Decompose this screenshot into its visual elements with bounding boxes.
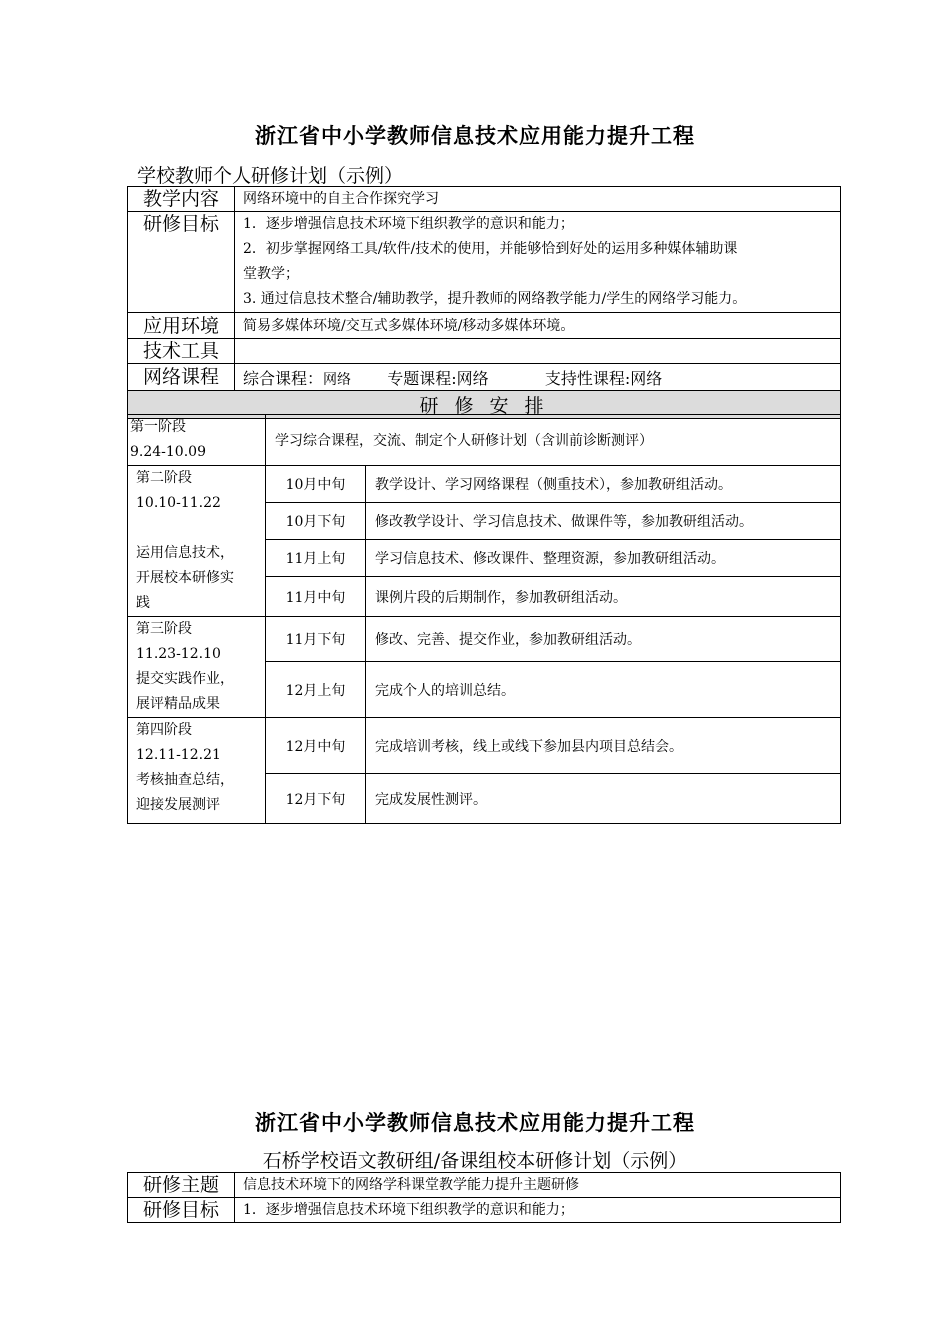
goal-line: 1．逐步增强信息技术环境下组织教学的意识和能力； bbox=[243, 216, 574, 232]
comp-course-value: 网络 bbox=[323, 371, 352, 388]
env-label: 应用环境 bbox=[128, 313, 235, 339]
schedule-row bbox=[128, 466, 841, 503]
content-value: 网络环境中的自主合作探究学习 bbox=[235, 187, 841, 212]
schedule-time: 10月下旬 bbox=[266, 503, 366, 540]
stage1-name: 第一阶段 bbox=[130, 419, 186, 435]
topic-label: 研修主题 bbox=[128, 1173, 235, 1198]
stage3-cell bbox=[128, 617, 266, 718]
support-course-label: 支持性课程: bbox=[544, 368, 631, 388]
schedule-time: 12月下旬 bbox=[266, 774, 366, 824]
schedule-row bbox=[128, 617, 841, 662]
stage2-desc: 践 bbox=[136, 595, 150, 611]
schedule-time: 10月中旬 bbox=[266, 466, 366, 503]
topic-value: 信息技术环境下的网络学科课堂教学能力提升主题研修 bbox=[235, 1173, 841, 1198]
stage1-row bbox=[128, 415, 841, 466]
stage3-desc: 提交实践作业， bbox=[136, 671, 234, 687]
goal-value: 1．逐步增强信息技术环境下组织教学的意识和能力； bbox=[235, 1198, 841, 1223]
arrangement-banner: 研 修 安 排 bbox=[128, 391, 841, 419]
goal-row bbox=[128, 1198, 841, 1223]
stage4-name: 第四阶段 bbox=[136, 722, 192, 738]
stage3-desc: 展评精品成果 bbox=[136, 696, 220, 712]
courses-label: 网络课程 bbox=[128, 364, 235, 391]
stage3-name: 第三阶段 bbox=[136, 621, 192, 637]
goal-line: 堂教学； bbox=[243, 266, 299, 282]
topic-course-value: 网络 bbox=[456, 368, 489, 388]
stage1-task: 学习综合课程，交流、制定个人研修计划（含训前诊断测评） bbox=[266, 415, 841, 466]
schedule-task: 完成发展性测评。 bbox=[366, 774, 841, 824]
goal-line: 2．初步掌握网络工具/软件/技术的使用，并能够恰到好处的运用多种媒体辅助课 bbox=[243, 241, 738, 257]
content-label: 教学内容 bbox=[128, 187, 235, 212]
goal-line: 3. 通过信息技术整合/辅助教学，提升教师的网络教学能力/学生的网络学习能力。 bbox=[243, 291, 747, 307]
schedule-time: 12月中旬 bbox=[266, 718, 366, 774]
stage4-desc: 考核抽查总结， bbox=[136, 772, 234, 788]
goal-label: 研修目标 bbox=[128, 212, 235, 313]
page-subtitle: 学校教师个人研修计划（示例） bbox=[137, 165, 404, 187]
env-row bbox=[128, 313, 841, 339]
stage1-dates: 9.24-10.09 bbox=[130, 444, 206, 460]
schedule-time: 11月下旬 bbox=[266, 617, 366, 662]
stage2-desc: 运用信息技术， bbox=[136, 545, 234, 561]
stage1-cell bbox=[128, 415, 266, 466]
schedule-task: 教学设计、学习网络课程（侧重技术），参加教研组活动。 bbox=[366, 466, 841, 503]
topic-row bbox=[128, 1173, 841, 1198]
page-title: 浙江省中小学教师信息技术应用能力提升工程 bbox=[255, 123, 695, 148]
content-row bbox=[128, 187, 841, 212]
schedule-table bbox=[127, 414, 841, 824]
plan-info-table bbox=[127, 186, 841, 419]
env-value: 简易多媒体环境/交互式多媒体环境/移动多媒体环境。 bbox=[235, 313, 841, 339]
tools-label: 技术工具 bbox=[128, 339, 235, 364]
schedule-row bbox=[128, 718, 841, 774]
goal-row bbox=[128, 212, 841, 313]
schedule-task: 完成培训考核，线上或线下参加县内项目总结会。 bbox=[366, 718, 841, 774]
team-plan-table bbox=[127, 1172, 841, 1223]
schedule-task: 修改、完善、提交作业，参加教研组活动。 bbox=[366, 617, 841, 662]
stage2-desc: 开展校本研修实 bbox=[136, 570, 234, 586]
tools-row bbox=[128, 339, 841, 364]
comp-course-label: 综合课程： bbox=[243, 368, 324, 388]
schedule-task: 修改教学设计、学习信息技术、做课件等，参加教研组活动。 bbox=[366, 503, 841, 540]
schedule-time: 11月上旬 bbox=[266, 540, 366, 577]
stage4-desc: 迎接发展测评 bbox=[136, 797, 220, 813]
stage4-dates: 12.11-12.21 bbox=[136, 747, 221, 763]
support-course-value: 网络 bbox=[630, 368, 663, 388]
stage2-cell bbox=[128, 466, 266, 617]
topic-course-label: 专题课程: bbox=[387, 368, 457, 388]
courses-row bbox=[128, 364, 841, 391]
schedule-task: 课例片段的后期制作，参加教研组活动。 bbox=[366, 577, 841, 617]
stage4-cell bbox=[128, 718, 266, 824]
schedule-time: 12月上旬 bbox=[266, 662, 366, 718]
page-subtitle: 石桥学校语文教研组/备课组校本研修计划（示例） bbox=[262, 1150, 688, 1172]
stage2-name: 第二阶段 bbox=[136, 470, 192, 486]
schedule-task: 完成个人的培训总结。 bbox=[366, 662, 841, 718]
tools-value bbox=[235, 339, 841, 364]
schedule-time: 11月中旬 bbox=[266, 577, 366, 617]
goal-label: 研修目标 bbox=[128, 1198, 235, 1223]
stage2-dates: 10.10-11.22 bbox=[136, 495, 221, 511]
schedule-task: 学习信息技术、修改课件、整理资源，参加教研组活动。 bbox=[366, 540, 841, 577]
goal-value bbox=[235, 212, 841, 313]
stage3-dates: 11.23-12.10 bbox=[136, 646, 221, 662]
courses-value bbox=[235, 364, 841, 391]
page-title: 浙江省中小学教师信息技术应用能力提升工程 bbox=[255, 1110, 695, 1135]
